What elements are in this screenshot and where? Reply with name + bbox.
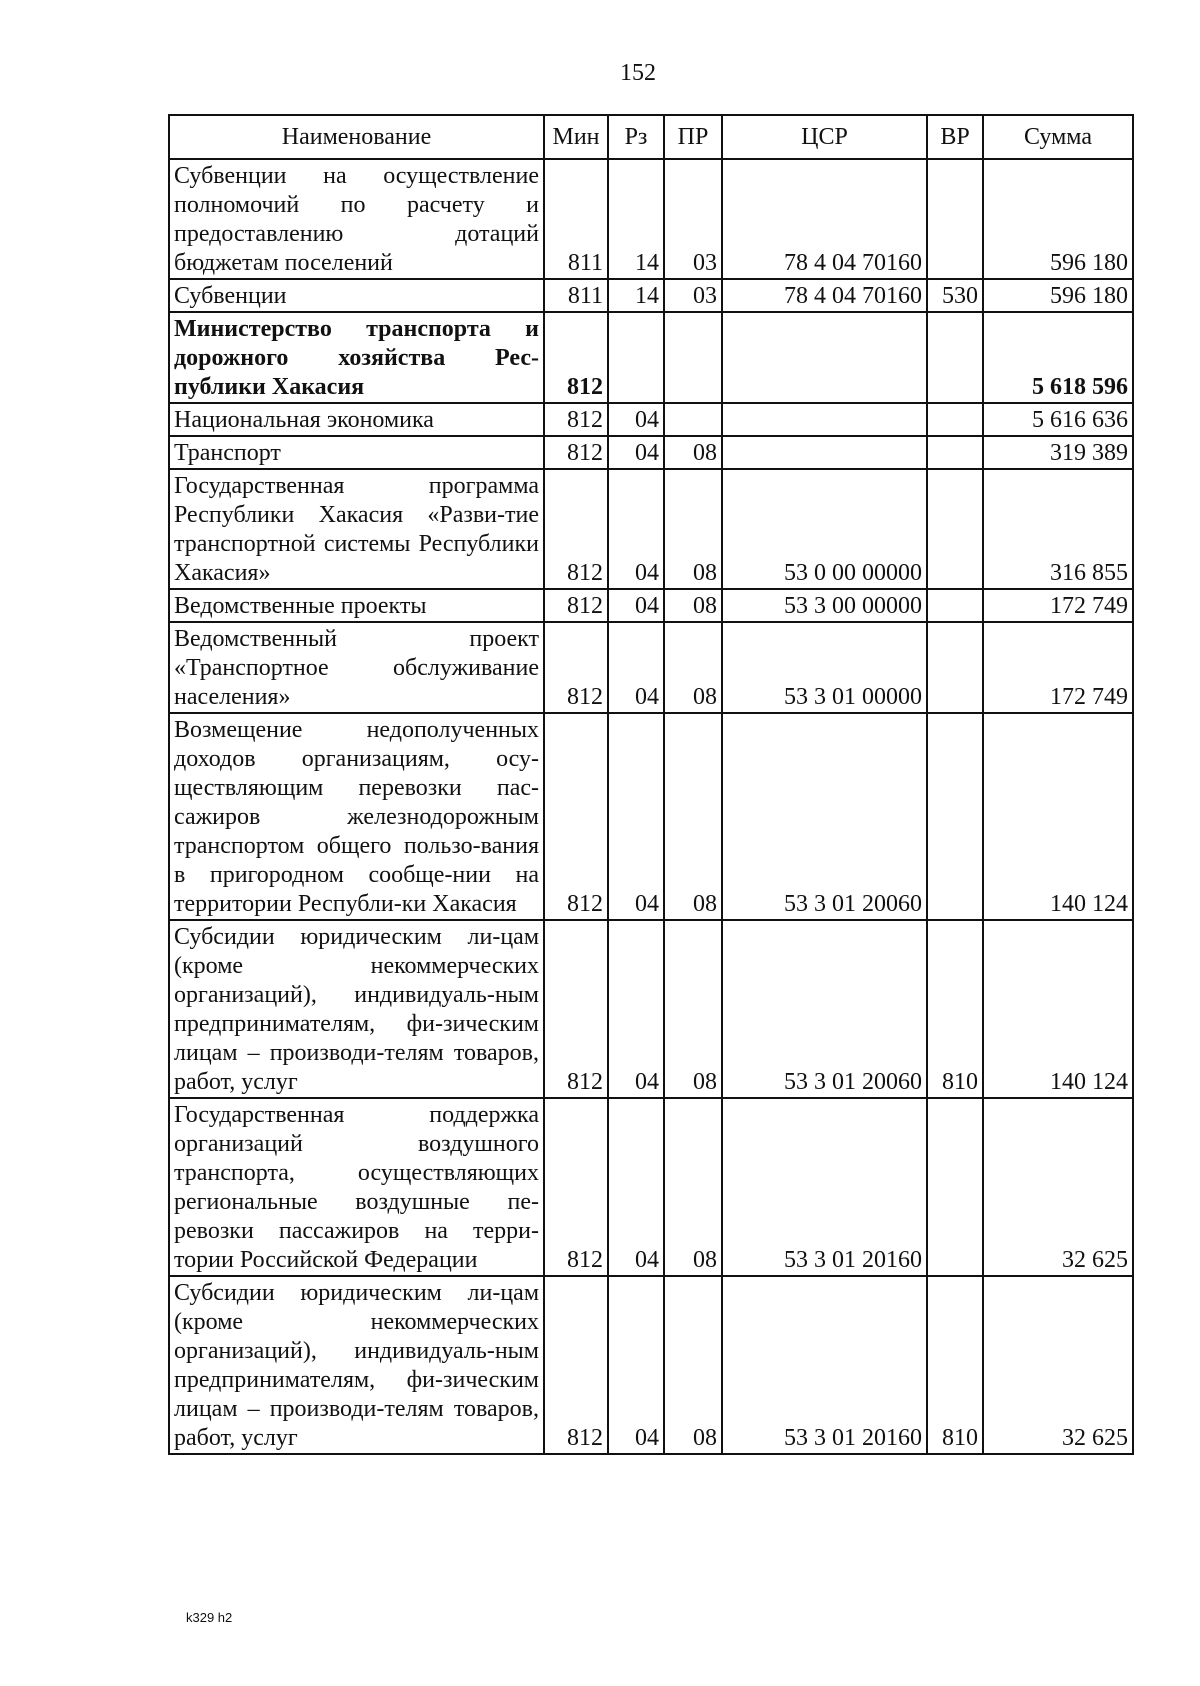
row-rz: 14 <box>608 159 664 279</box>
row-name: Министерство транспорта и дорожного хозяйства Рес-публики Хакасия <box>169 312 544 403</box>
row-pr <box>664 312 722 403</box>
row-rz <box>608 312 664 403</box>
row-pr: 08 <box>664 622 722 713</box>
row-sum: 172 749 <box>983 622 1133 713</box>
row-vr: 810 <box>927 920 983 1098</box>
row-rz: 04 <box>608 920 664 1098</box>
header-csr: ЦСР <box>722 115 927 159</box>
row-csr <box>722 436 927 469</box>
row-rz: 04 <box>608 469 664 589</box>
table-row <box>169 159 1133 279</box>
table-row <box>169 622 1133 713</box>
row-name: Субвенции <box>169 279 544 312</box>
row-sum: 172 749 <box>983 589 1133 622</box>
row-sum: 319 389 <box>983 436 1133 469</box>
row-csr: 53 3 01 20160 <box>722 1276 927 1454</box>
row-min: 812 <box>544 436 608 469</box>
table-row <box>169 469 1133 589</box>
row-csr <box>722 403 927 436</box>
row-pr: 08 <box>664 436 722 469</box>
row-min: 812 <box>544 1098 608 1276</box>
row-name: Государственная программа Республики Хакасия «Разви-тие транспортной системы Республики Хакасия» <box>169 469 544 589</box>
budget-table <box>168 114 1134 1455</box>
row-name: Субсидии юридическим ли-цам (кроме некоммерческих организаций), индивидуаль-ным предпринимателям, фи-зическим лицам – производи-телям товаров, работ, услуг <box>169 920 544 1098</box>
row-vr <box>927 403 983 436</box>
row-rz: 04 <box>608 436 664 469</box>
row-min: 811 <box>544 159 608 279</box>
table-row <box>169 1098 1133 1276</box>
header-min: Мин <box>544 115 608 159</box>
row-sum: 5 616 636 <box>983 403 1133 436</box>
row-vr <box>927 622 983 713</box>
table-row <box>169 920 1133 1098</box>
table-row <box>169 436 1133 469</box>
row-pr <box>664 403 722 436</box>
row-pr: 03 <box>664 279 722 312</box>
row-name: Субсидии юридическим ли-цам (кроме некоммерческих организаций), индивидуаль-ным предпринимателям, фи-зическим лицам – производи-телям товаров, работ, услуг <box>169 1276 544 1454</box>
row-pr: 08 <box>664 589 722 622</box>
row-pr: 08 <box>664 713 722 920</box>
table-row <box>169 713 1133 920</box>
row-pr: 08 <box>664 469 722 589</box>
row-vr <box>927 436 983 469</box>
row-rz: 04 <box>608 713 664 920</box>
row-csr: 53 3 01 00000 <box>722 622 927 713</box>
row-sum: 140 124 <box>983 920 1133 1098</box>
row-pr: 03 <box>664 159 722 279</box>
row-min: 812 <box>544 312 608 403</box>
row-name: Возмещение недополученных доходов организациям, осу-ществляющим перевозки пас-сажиров железнодорожным транспортом общего пользо-вания в пригородном сообще-нии на территории Республи-ки Хакасия <box>169 713 544 920</box>
row-csr: 53 3 00 00000 <box>722 589 927 622</box>
row-csr: 53 3 01 20160 <box>722 1098 927 1276</box>
row-min: 811 <box>544 279 608 312</box>
row-name: Ведомственный проект «Транспортное обслуживание населения» <box>169 622 544 713</box>
table-row <box>169 279 1133 312</box>
row-min: 812 <box>544 713 608 920</box>
row-vr <box>927 469 983 589</box>
row-csr: 78 4 04 70160 <box>722 159 927 279</box>
page-number: 152 <box>620 60 656 86</box>
row-rz: 04 <box>608 1098 664 1276</box>
row-pr: 08 <box>664 1276 722 1454</box>
row-name: Транспорт <box>169 436 544 469</box>
header-vr: ВР <box>927 115 983 159</box>
row-pr: 08 <box>664 1098 722 1276</box>
row-sum: 5 618 596 <box>983 312 1133 403</box>
row-rz: 04 <box>608 589 664 622</box>
row-vr <box>927 589 983 622</box>
header-rz: Рз <box>608 115 664 159</box>
row-name: Национальная экономика <box>169 403 544 436</box>
row-min: 812 <box>544 403 608 436</box>
row-sum: 596 180 <box>983 279 1133 312</box>
row-rz: 14 <box>608 279 664 312</box>
row-name: Субвенции на осуществление полномочий по расчету и предоставлению дотаций бюджетам поселений <box>169 159 544 279</box>
row-vr: 810 <box>927 1276 983 1454</box>
row-min: 812 <box>544 622 608 713</box>
row-sum: 32 625 <box>983 1276 1133 1454</box>
row-csr: 53 0 00 00000 <box>722 469 927 589</box>
table-row <box>169 403 1133 436</box>
row-name: Государственная поддержка организаций воздушного транспорта, осуществляющих региональные воздушные пе-ревозки пассажиров на терри-тории Российской Федерации <box>169 1098 544 1276</box>
table-row <box>169 312 1133 403</box>
header-pr: ПР <box>664 115 722 159</box>
row-sum: 596 180 <box>983 159 1133 279</box>
row-rz: 04 <box>608 1276 664 1454</box>
row-name: Ведомственные проекты <box>169 589 544 622</box>
row-rz: 04 <box>608 403 664 436</box>
row-vr <box>927 1098 983 1276</box>
row-vr <box>927 159 983 279</box>
row-min: 812 <box>544 469 608 589</box>
row-rz: 04 <box>608 622 664 713</box>
row-vr <box>927 713 983 920</box>
row-sum: 140 124 <box>983 713 1133 920</box>
row-csr <box>722 312 927 403</box>
document-code: k329 h2 <box>186 1610 233 1625</box>
row-csr: 53 3 01 20060 <box>722 920 927 1098</box>
row-vr: 530 <box>927 279 983 312</box>
row-min: 812 <box>544 589 608 622</box>
header-sum: Сумма <box>983 115 1133 159</box>
row-csr: 53 3 01 20060 <box>722 713 927 920</box>
row-min: 812 <box>544 920 608 1098</box>
row-sum: 316 855 <box>983 469 1133 589</box>
row-sum: 32 625 <box>983 1098 1133 1276</box>
header-row <box>169 115 1133 159</box>
row-min: 812 <box>544 1276 608 1454</box>
row-csr: 78 4 04 70160 <box>722 279 927 312</box>
table-row <box>169 589 1133 622</box>
row-vr <box>927 312 983 403</box>
header-name: Наименование <box>169 115 544 159</box>
row-pr: 08 <box>664 920 722 1098</box>
table-row <box>169 1276 1133 1454</box>
